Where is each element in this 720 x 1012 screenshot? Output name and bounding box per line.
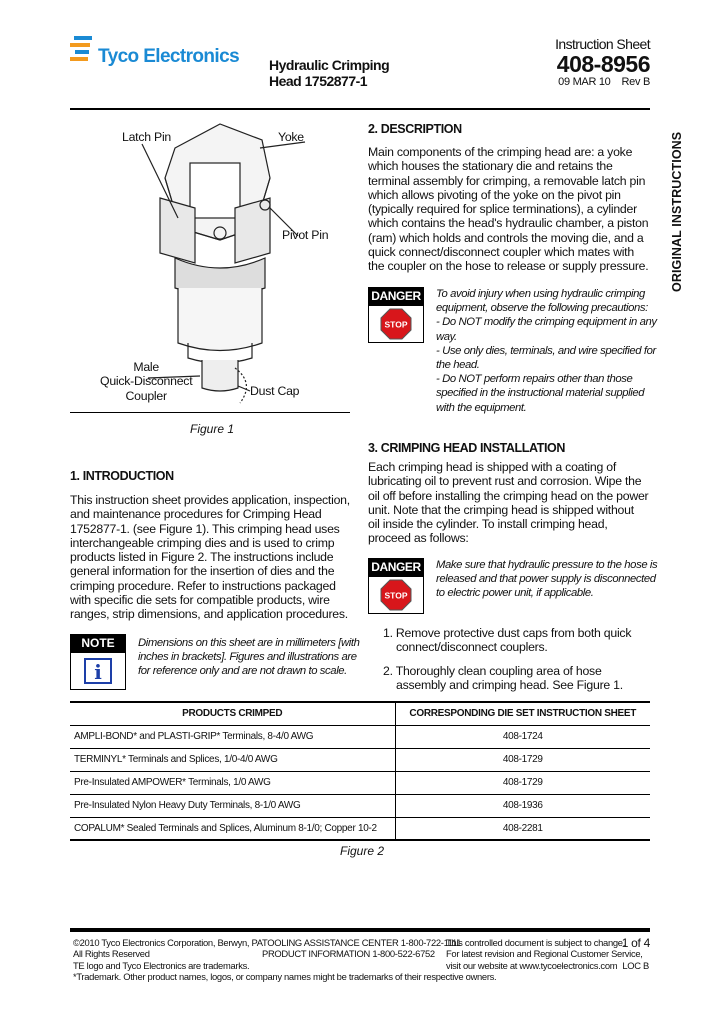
danger-label: DANGER xyxy=(368,287,424,305)
text-line: to electric power unit, if applicable. xyxy=(436,587,594,600)
doc-type: Instruction Sheet xyxy=(555,36,650,52)
label-line: Male xyxy=(133,360,159,374)
table-row xyxy=(70,771,650,794)
product-cell: COPALUM* Sealed Terminals and Splices, Aluminum 8-1/0; Copper 10-2 xyxy=(70,817,395,840)
svg-text:STOP: STOP xyxy=(384,590,408,601)
text-line: Make sure that hydraulic pressure to the hose is xyxy=(436,559,658,571)
stop-sign-icon xyxy=(368,305,424,343)
table-row xyxy=(70,817,650,840)
text-line: For latest revision and Regional Customer Service, xyxy=(446,948,643,960)
description-heading: 2. DESCRIPTION xyxy=(368,122,462,136)
document-title xyxy=(269,57,389,89)
text-line: the head. xyxy=(436,359,480,372)
sheet-cell: 408-1729 xyxy=(395,748,650,771)
svg-text:i: i xyxy=(94,660,102,684)
text-line: which houses the stationary die and retains the xyxy=(368,159,613,174)
products-table xyxy=(70,701,650,841)
intro-text xyxy=(70,493,360,622)
text-line: the coupler on the hose to release or supply pressure. xyxy=(368,259,649,274)
text-line: general information for the insertion of dies and the xyxy=(70,564,335,579)
text-line: ranges, strip dimensions, and application procedures. xyxy=(70,607,348,622)
column-header: PRODUCTS CRIMPED xyxy=(70,702,395,725)
table-header-row xyxy=(70,702,650,725)
product-cell: Pre-Insulated Nylon Heavy Duty Terminals, 8-1/0 AWG xyxy=(70,794,395,817)
header-rule xyxy=(70,108,650,110)
text-line: with the equipment. xyxy=(436,401,527,414)
label-line: Quick-Disconnect xyxy=(100,374,193,389)
text-line: This controlled document is subject to change. xyxy=(446,937,626,948)
figure-1 xyxy=(70,118,350,412)
footer-rule xyxy=(70,928,650,932)
doc-number: 408-8956 xyxy=(556,51,650,77)
text-line: which contains the head's hydraulic chamber, a piston xyxy=(368,216,649,231)
location-code: LOC B xyxy=(622,960,649,971)
page-number: 1 of 4 xyxy=(621,936,650,950)
website-link[interactable]: visit our website at www.tycoelectronics.com xyxy=(446,959,618,971)
title-line: Hydraulic Crimping xyxy=(269,57,390,73)
danger-callout xyxy=(368,287,424,343)
text-line: for reference only and are not drawn to scale. xyxy=(138,665,347,678)
text-line: equipment, observe the following precautions: xyxy=(436,302,648,315)
text-line: lubricating oil to prevent rust and corrosion. Wipe the xyxy=(368,474,642,489)
sheet-cell: 408-1936 xyxy=(395,794,650,817)
text-line: unit. Note that the crimping head is shipped without xyxy=(368,502,634,517)
text-line: released and that power supply is disconnected xyxy=(436,573,656,586)
doc-date: 09 MAR 10 xyxy=(558,76,611,88)
document-id-block xyxy=(555,36,650,88)
table-row xyxy=(70,725,650,748)
danger-text xyxy=(436,287,657,415)
table-row xyxy=(70,748,650,771)
text-line: All Rights Reserved xyxy=(73,948,150,960)
danger-label: DANGER xyxy=(368,558,424,576)
product-cell: TERMINYL* Terminals and Splices, 1/0-4/0 AWG xyxy=(70,748,395,771)
text-line: with specific die sets for compatible products, wire xyxy=(70,593,330,608)
svg-text:STOP: STOP xyxy=(384,319,408,330)
install-step-1 xyxy=(383,626,631,655)
text-line: (typically required for splice terminations), a cylinder xyxy=(368,202,637,217)
brand-name: Tyco Electronics xyxy=(98,46,240,67)
danger-callout xyxy=(368,558,424,614)
label-dust-cap: Dust Cap xyxy=(250,384,300,398)
footer-contacts xyxy=(262,937,461,960)
install-step-2 xyxy=(383,664,623,693)
tyco-logo-icon xyxy=(70,36,94,66)
text-line: oil off before installing the crimping head on the power xyxy=(368,488,649,503)
installation-heading: 3. CRIMPING HEAD INSTALLATION xyxy=(368,441,565,455)
label-latch-pin: Latch Pin xyxy=(122,130,172,144)
text-line: 1. Remove protective dust caps from both quick xyxy=(383,626,632,640)
text-line: - Use only dies, terminals, and wire specified for xyxy=(436,344,656,357)
product-cell: AMPLI-BOND* and PLASTI-GRIP* Terminals, 8-4/0 AWG xyxy=(70,725,395,748)
text-line: - Do NOT perform repairs other than those xyxy=(436,373,633,386)
figure-2-caption: Figure 2 xyxy=(340,844,385,858)
installation-text xyxy=(368,460,658,546)
text-line: This instruction sheet provides application, inspection, xyxy=(70,493,350,507)
text-line: oil inside the cylinder. To install crimping head, xyxy=(368,517,608,532)
sheet-cell: 408-2281 xyxy=(502,822,543,834)
text-line: TOOLING ASSISTANCE CENTER 1-800-722-1111 xyxy=(262,937,462,948)
note-label: NOTE xyxy=(70,634,126,652)
text-line: which allows pivoting of the yoke on the pivot pin xyxy=(368,187,621,202)
text-line: Main components of the crimping head are: a yoke xyxy=(368,145,633,159)
text-line: interchangeable crimping dies and is used to crimp xyxy=(70,535,335,550)
text-line: 1752877-1. (see Figure 1). This crimping head uses xyxy=(70,521,340,536)
text-line: way. xyxy=(436,330,457,343)
text-line: (ram) which holds and controls the moving die, and a xyxy=(368,230,644,245)
intro-heading: 1. INTRODUCTION xyxy=(70,469,174,483)
text-line: TE logo and Tyco Electronics are trademarks. xyxy=(73,959,250,971)
text-line: and maintenance procedures for Crimping Head xyxy=(70,507,322,522)
text-line: Each crimping head is shipped with a coating of xyxy=(368,460,617,474)
sheet-cell: 408-1724 xyxy=(395,725,650,748)
description-text xyxy=(368,145,658,274)
danger-text xyxy=(436,558,657,601)
column-header: CORRESPONDING DIE SET INSTRUCTION SHEET xyxy=(395,702,650,725)
side-label: ORIGINAL INSTRUCTIONS xyxy=(670,131,684,292)
doc-date-rev xyxy=(555,76,650,88)
figure-1-caption: Figure 1 xyxy=(190,422,235,436)
text-line: Dimensions on this sheet are in millimeters [with xyxy=(138,637,360,649)
info-icon xyxy=(70,652,126,690)
label-line: Coupler xyxy=(125,388,167,403)
note-text xyxy=(138,636,360,679)
sheet-cell: 408-1729 xyxy=(395,771,650,794)
text-line: PRODUCT INFORMATION 1-800-522-6752 xyxy=(262,948,435,960)
text-line: specified in the instructional material supplied xyxy=(436,387,645,400)
text-line: crimping procedure. Refer to instructions packaged xyxy=(70,578,336,593)
text-line: connect/disconnect couplers. xyxy=(396,640,548,655)
figure-rule xyxy=(70,412,350,413)
doc-rev: Rev B xyxy=(621,76,650,88)
text-line: 2. Thoroughly clean coupling area of hose xyxy=(383,664,602,678)
table-row xyxy=(70,794,650,817)
text-line: terminal assembly for crimping, a removable latch pin xyxy=(368,173,646,188)
label-coupler xyxy=(100,360,192,403)
title-line: Head 1752877-1 xyxy=(269,73,368,89)
text-line: - Do NOT modify the crimping equipment in any xyxy=(436,316,657,329)
text-line: quick connect/disconnect coupler which mates with xyxy=(368,245,634,260)
text-line: ©2010 Tyco Electronics Corporation, Berwyn, PA xyxy=(73,937,263,948)
brand-logo xyxy=(70,36,239,66)
text-line: assembly and crimping head. See Figure 1. xyxy=(396,678,623,693)
label-pivot-pin: Pivot Pin xyxy=(282,228,329,242)
text-line: inches in brackets]. Figures and illustrations are xyxy=(138,651,357,664)
text-line: To avoid injury when using hydraulic crimping xyxy=(436,288,645,300)
text-line: proceed as follows: xyxy=(368,531,469,546)
product-cell: Pre-Insulated AMPOWER* Terminals, 1/0 AWG xyxy=(70,771,395,794)
note-callout xyxy=(70,634,126,690)
trademark-line: *Trademark. Other product names, logos, or company names might be trademarks of their respective owners. xyxy=(73,970,497,982)
label-yoke: Yoke xyxy=(278,130,304,144)
stop-sign-icon xyxy=(368,576,424,614)
footer-notice xyxy=(446,937,643,971)
text-line: products listed in Figure 2. The instructions include xyxy=(70,550,334,565)
